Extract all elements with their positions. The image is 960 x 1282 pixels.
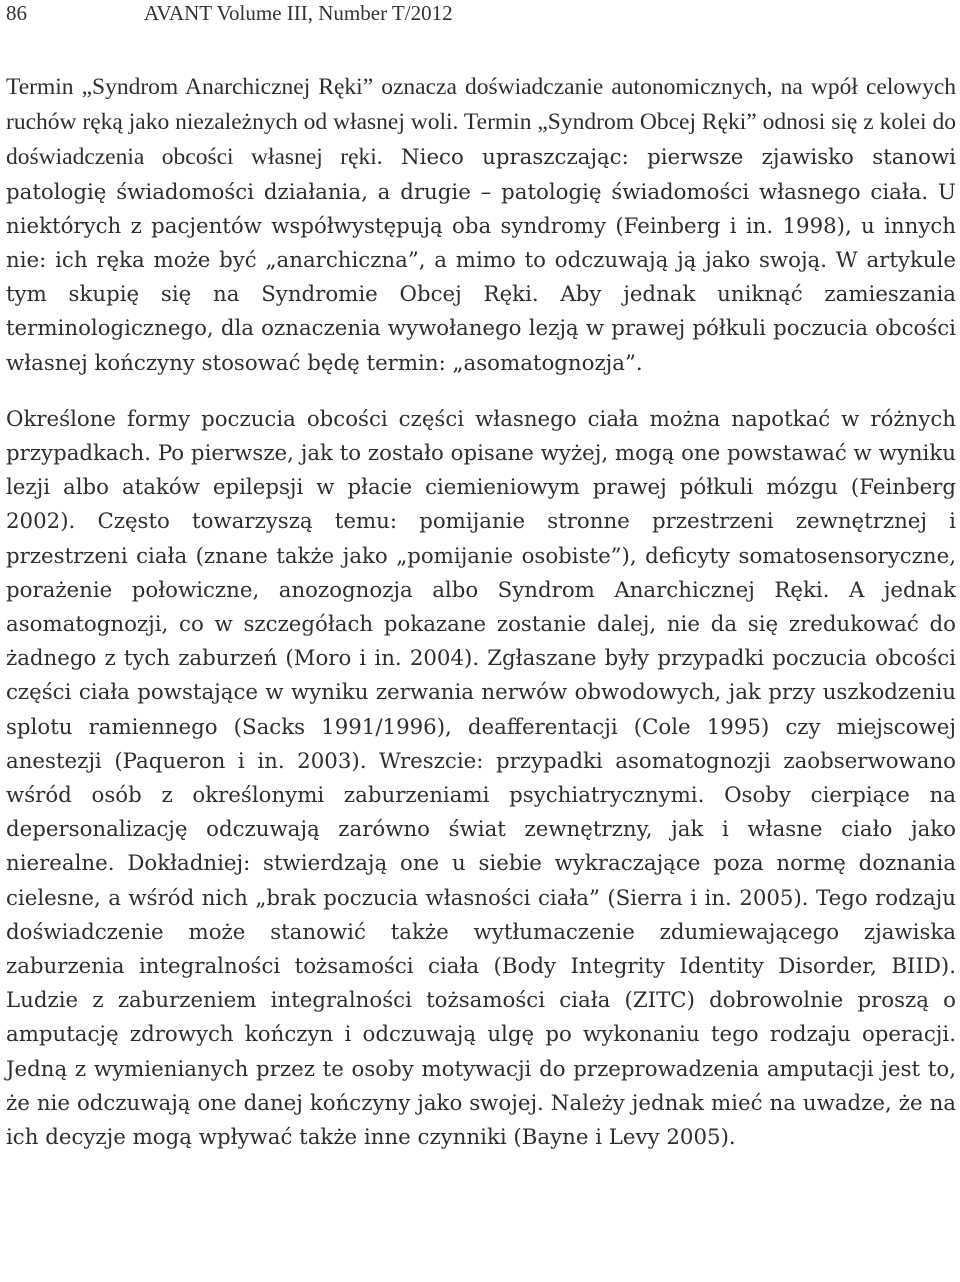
- journal-title: AVANT Volume III, Number T/2012: [144, 1, 453, 25]
- paragraph-1-rest: Nieco upraszczając: pierwsze zjawisko stanowi patologię świadomości działania, a drugie – patologię świadomości własnego ciała. U niektórych z pacjentów współwystępują oba syndromy (Feinberg i in. 1998), u innych nie: ich ręka może być „anarchiczna”, a mimo to odczuwają ją jako swoją. W artykule tym skupię się na Syndromie Obcej Ręki. Aby jednak uniknąć zamieszania terminologicznego, dla oznaczenia wywołanego lezją w prawej półkuli poczucia obcości własnej kończyny stosować będę termin: „asomatognozja”.: [6, 145, 956, 376]
- paragraph-2: [6, 403, 956, 1155]
- running-header: [6, 0, 453, 26]
- paragraph-1-lead: Termin „Syndrom Anarchicznej Ręki” oznacza doświadczanie autonomicznych, na wpół celowych ruchów ręką jako niezależnych od własnej woli. Termin „Syndrom Obcej Ręki” odnosi się z kolei do doświadczenia obcości własnej ręki.: [6, 74, 956, 171]
- page-number: 86: [6, 1, 27, 25]
- article-body: [6, 70, 956, 1155]
- paragraph-1: [6, 70, 956, 381]
- paragraph-2-rest: Określone formy poczucia obcości części własnego ciała można napotkać w różnych przypadkach. Po pierwsze, jak to zostało opisane wyżej, mogą one powstawać w wyniku lezji albo ataków epilepsji w płacie ciemieniowym prawej półkuli mózgu (Feinberg 2002). Często towarzyszą temu: pomijanie stronne przestrzeni zewnętrznej i przestrzeni ciała (znane także jako „pomijanie osobiste”), deficyty somatosensoryczne, porażenie połowiczne, anozognozja albo Syndrom Anarchicznej Ręki. A jednak asomatognozji, co w szczegółach pokazane zostanie dalej, nie da się zredukować do żadnego z tych zaburzeń (Moro i in. 2004). Zgłaszane były przypadki poczucia obcości części ciała powstające w wyniku zerwania nerwów obwodowych, jak przy uszkodzeniu splotu ramiennego (Sacks 1991/1996), deafferentacji (Cole 1995) czy miejscowej anestezji (Paqueron i in. 2003). Wreszcie: przypadki asomatognozji zaobserwowano wśród osób z określonymi zaburzeniami psychiatrycznymi. Osoby cierpiące na depersonalizację odczuwają zarówno świat zewnętrzny, jak i własne ciało jako nierealne. Dokładniej: stwierdzają one u siebie wykraczające poza normę doznania cielesne, a wśród nich „brak poczucia własności ciała” (Sierra i in. 2005). Tego rodzaju doświadczenie może stanowić także wytłumaczenie zdumiewającego zjawiska zaburzenia integralności tożsamości ciała (Body Integrity Identity Disorder, BIID). Ludzie z zaburzeniem integralności tożsamości ciała (ZITC) dobrowolnie proszą o amputację zdrowych kończyn i odczuwają ulgę po wykonaniu tego rodzaju operacji. Jedną z wymienianych przez te osoby motywacji do przeprowadzenia amputacji jest to, że nie odczuwają one danej kończyny jako swojej. Należy jednak mieć na uwadze, że na ich decyzje mogą wpływać także inne czynniki (Bayne i Levy 2005).: [6, 406, 956, 1151]
